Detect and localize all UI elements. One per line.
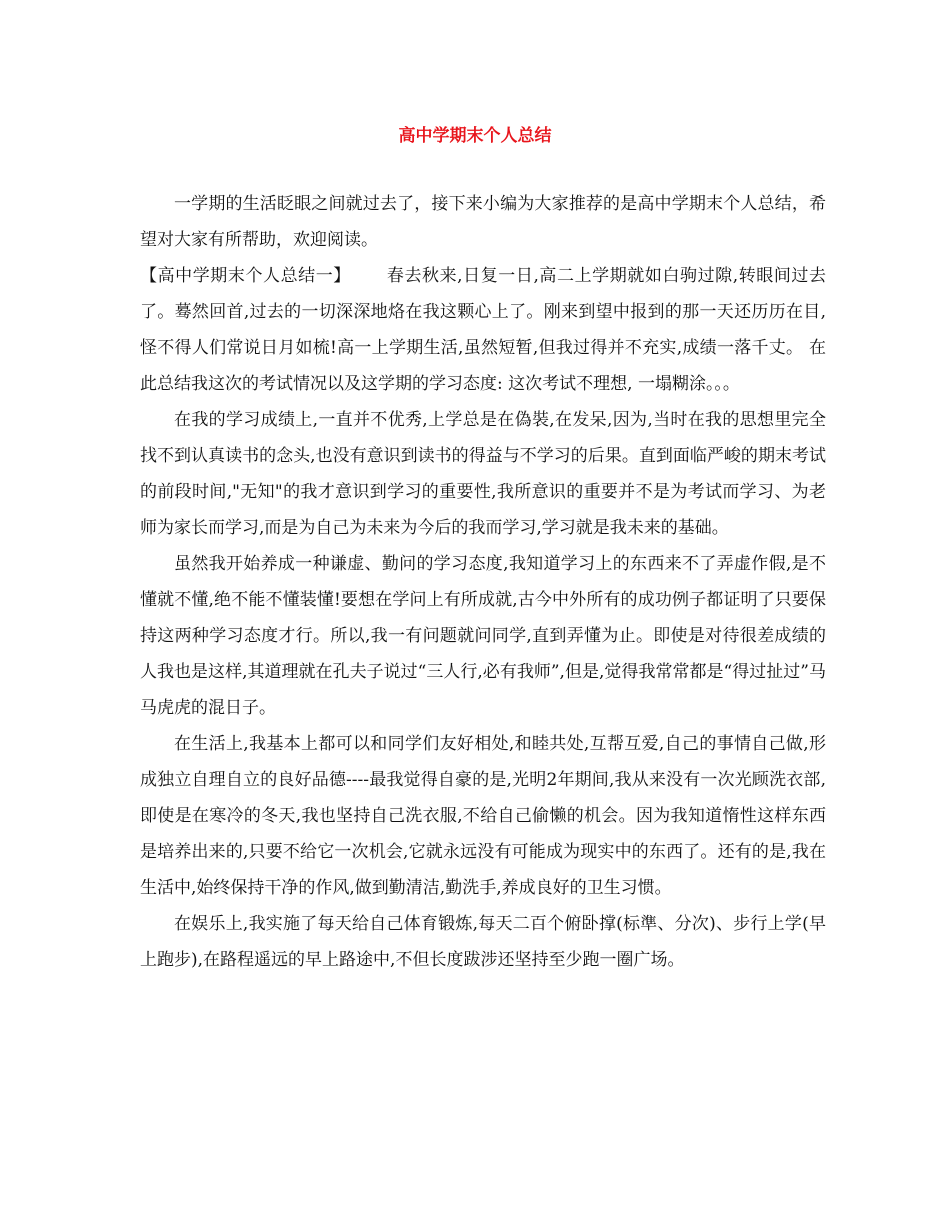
section-first-paragraph-text: 春去秋来,日复一日,高二上学期就如白驹过隙,转眼间过去了。蓦然回首,过去的一切深深地烙在我这颗心上了。刚来到望中报到的那一天还历历在目,怪不得人们常说日月如梳!高一上学期生活,虽然短暂,但我过得并不充实,成绩一落千丈。 在此总结我这次的考试情况以及这学期的学习态度: 这次考试不理想, 一塌糊涂。。。 — [140, 266, 827, 394]
document-title: 高中学期末个人总结 — [398, 126, 552, 146]
body-paragraph: 在娱乐上,我实施了每天给自己体育锻炼,每天二百个俯卧撑(标準、分次)、步行上学(早上跑步),在路程遥远的早上路途中,不但长度跋涉还坚持至少跑一圈广场。 — [140, 914, 826, 970]
intro-paragraph: 一学期的生活眨眼之间就过去了，接下来小编为大家推荐的是高中学期末个人总结，希望对大家有所帮助，欢迎阅读。 — [140, 194, 826, 250]
body-paragraph: 虽然我开始养成一种谦虚、勤问的学习态度,我知道学习上的东西来不了弄虚作假,是不懂就不懂,绝不能不懂装懂!要想在学问上有所成就,古今中外所有的成功例子都证明了只要保持这两种学习态度才行。所以,我一有问题就问同学,直到弄懂为止。即使是对待很差成绩的人我也是这样,其道理就在孔夫子说过“三人行,必有我师”,但是,觉得我常常都是“得过扯过”马马虎虎的混日子。 — [140, 554, 826, 718]
body-paragraph: 在我的学习成绩上,一直并不优秀,上学总是在偽裝,在发呆,因为,当时在我的思想里完全找不到认真读书的念头,也没有意识到读书的得益与不学习的后果。直到面临严峻的期末考试的前段时间,"无知"的我才意识到学习的重要性,我所意识的重要并不是为考试而学习、为老师为家长而学习,而是为自己为未来为今后的我而学习,学习就是我未来的基础。 — [140, 410, 826, 538]
body-paragraph: 在生活上,我基本上都可以和同学们友好相处,和睦共处,互帮互爱,自己的事情自己做,形成独立自理自立的良好品德----最我觉得自豪的是,光明2年期间,我从来没有一次光顾洗衣部,即使是在寒冷的冬天,我也坚持自己洗衣服,不给自己偷懒的机会。因为我知道惰性这样东西是培养出来的,只要不给它一次机会,它就永远没有可能成为现实中的东西了。还有的是,我在生活中,始终保持干净的作风,做到勤清洁,勤洗手,养成良好的卫生习惯。 — [140, 734, 826, 898]
section-paragraph — [140, 258, 826, 402]
section-heading: 【高中学期末个人总结一】 — [140, 266, 351, 286]
document-body — [140, 186, 826, 978]
